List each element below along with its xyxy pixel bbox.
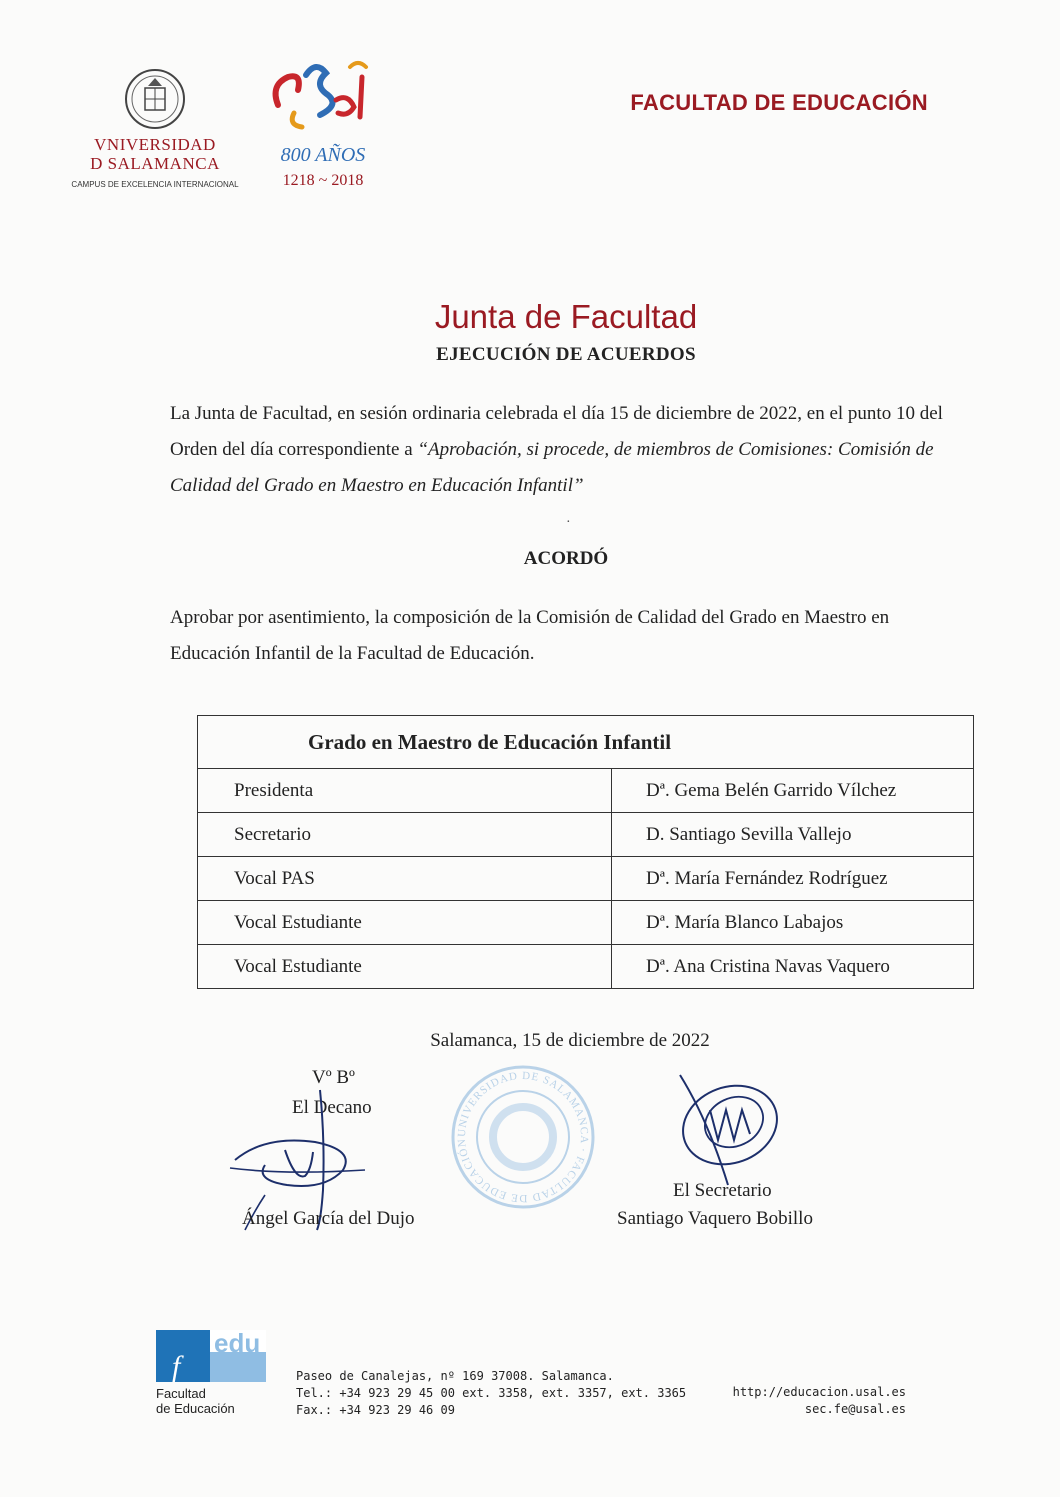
table-row (198, 769, 974, 813)
university-name-line2: D SALAMANCA (90, 154, 220, 173)
fax-line: Fax.: +34 923 29 46 09 (296, 1403, 455, 1417)
secretary-role: El Secretario (673, 1180, 772, 1201)
university-seal-icon (120, 68, 190, 130)
faculty-stamp-icon (448, 1062, 598, 1212)
table-row (198, 945, 974, 989)
table-header-row (198, 716, 974, 769)
intro-text: La Junta de Facultad, en sesión ordinaria celebrada el día 15 de diciembre de 2022, en el punto 10 del Orden del día correspondiente a (170, 403, 943, 460)
phone-line: Tel.: +34 923 29 45 00 ext. 3358, ext. 3357, ext. 3365 (296, 1386, 687, 1400)
resolution-paragraph: Aprobar por asentimiento, la composición de la Comisión de Calidad del Grado en Maestro en Educación Infantil de la Facultad de Educación. (170, 607, 890, 664)
member-name: Dª. Gema Belén Garrido Vílchez (612, 769, 974, 813)
member-role: Presidenta (198, 769, 612, 813)
place-date: Salamanca, 15 de diciembre de 2022 (430, 1030, 710, 1051)
email-link[interactable]: sec.fe@usal.es (804, 1402, 906, 1416)
dean-role: El Decano (292, 1097, 372, 1118)
footer-contact (733, 1384, 906, 1418)
anniversary-label: 800 AÑOS (280, 144, 366, 165)
stamp-text: UNIVERSIDAD DE SALAMANCA · FACULTAD DE EDUCACIÓN (455, 1069, 591, 1205)
committee-table (197, 715, 974, 989)
table-row (198, 857, 974, 901)
member-role: Vocal Estudiante (198, 945, 612, 989)
member-role: Vocal Estudiante (198, 901, 612, 945)
logo-text: edu (214, 1330, 261, 1358)
faculty-education-logo-icon (156, 1330, 266, 1382)
separator-dot: · (566, 515, 571, 530)
member-role: Vocal PAS (198, 857, 612, 901)
footer-address (296, 1368, 686, 1419)
intro-paragraph (170, 396, 970, 504)
caption-line2: de Educación (156, 1401, 235, 1416)
intro-quote: “Aprobación, si procede, de miembros de Comisiones: Comisión de Calidad del Grado en Maestro en Educación Infantil” (170, 439, 934, 496)
campus-label: CAMPUS DE EXCELENCIA INTERNACIONAL (71, 180, 239, 189)
caption-line1: Facultad (156, 1386, 206, 1401)
table-header: Grado en Maestro de Educación Infantil (198, 716, 974, 769)
member-role: Secretario (198, 813, 612, 857)
member-name: D. Santiago Sevilla Vallejo (612, 813, 974, 857)
faculty-caption (156, 1386, 235, 1416)
anniversary-logo (258, 55, 388, 190)
table-row (198, 901, 974, 945)
address-line: Paseo de Canalejas, nº 169 37008. Salamanca. (296, 1369, 614, 1383)
agreed-heading: ACORDÓ (523, 548, 609, 569)
table-row (198, 813, 974, 857)
usal-800-logo-icon (258, 55, 388, 165)
logo-letter: f (172, 1350, 181, 1382)
university-name-line1: VNIVERSIDAD (94, 135, 216, 154)
member-name: Dª. María Fernández Rodríguez (612, 857, 974, 901)
dean-name: Ángel García del Dujo (242, 1208, 415, 1229)
member-name: Dª. Ana Cristina Navas Vaquero (612, 945, 974, 989)
website-link[interactable]: http://educacion.usal.es (732, 1385, 906, 1399)
university-logo (70, 68, 240, 189)
secretary-name: Santiago Vaquero Bobillo (617, 1208, 813, 1229)
document-subtitle: EJECUCIÓN DE ACUERDOS (436, 344, 696, 365)
document-title: Junta de Facultad (434, 298, 698, 335)
anniversary-years: 1218 ~ 2018 (282, 172, 364, 189)
faculty-heading: FACULTAD DE EDUCACIÓN (630, 90, 928, 115)
member-name: Dª. María Blanco Labajos (612, 901, 974, 945)
approval-mark: Vº Bº (312, 1067, 355, 1088)
